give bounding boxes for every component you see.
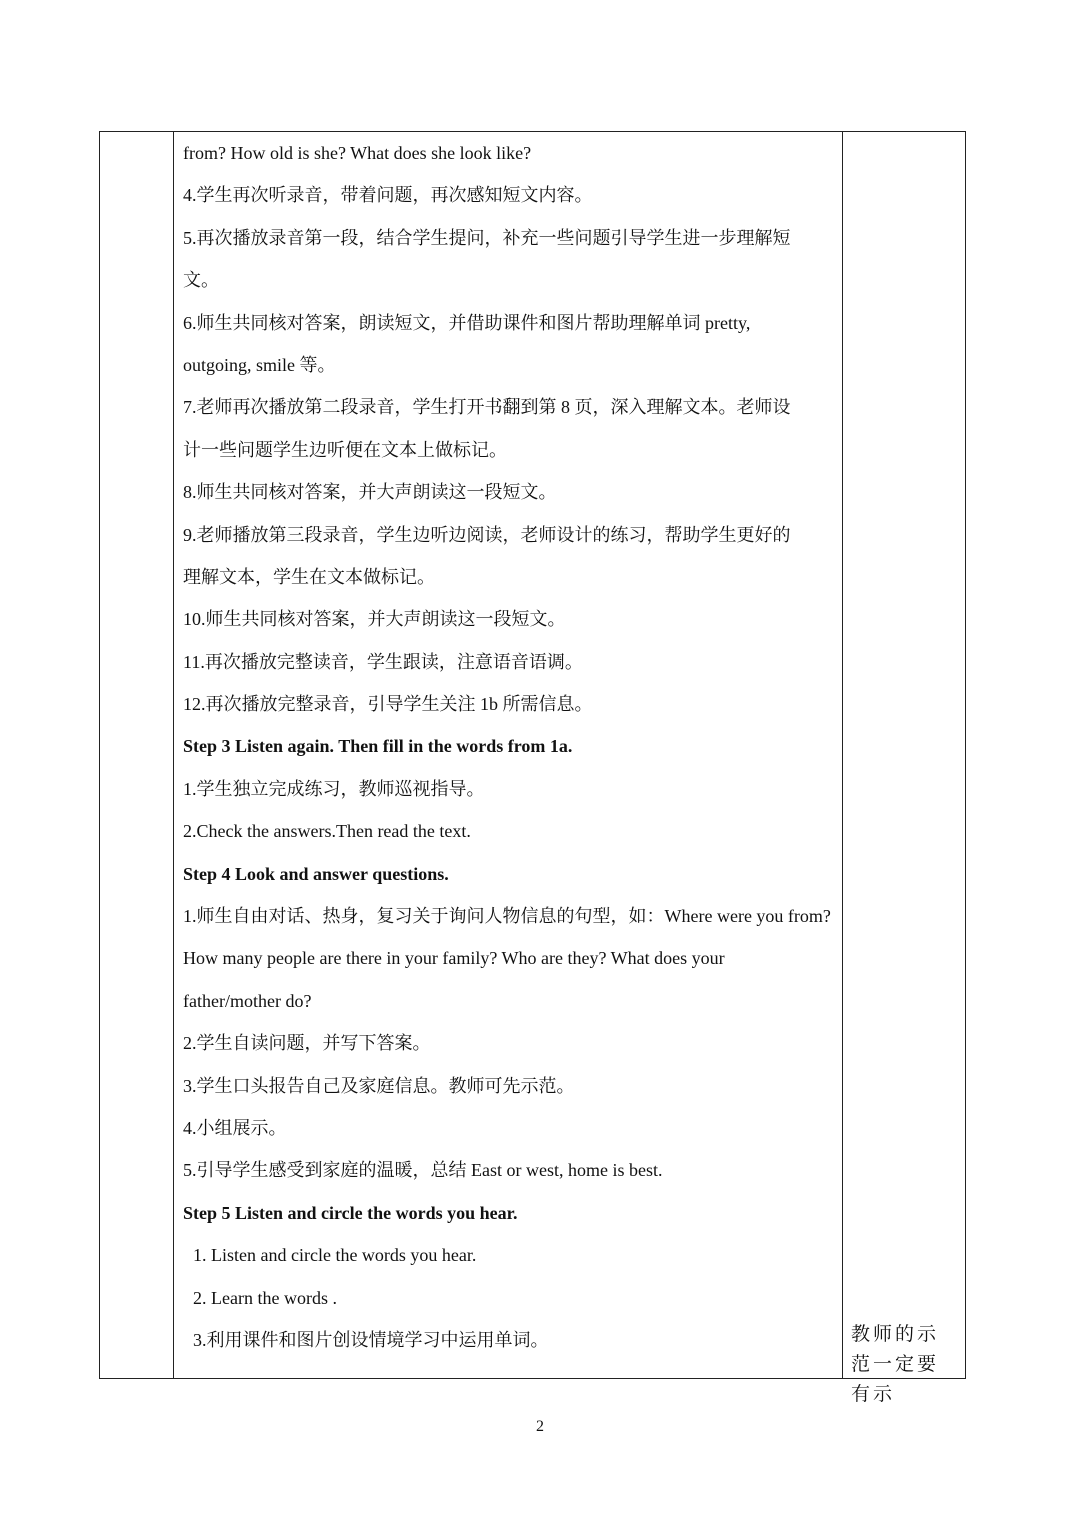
procedure-line: 12.再次播放完整录音，引导学生关注 1b 所需信息。 xyxy=(183,694,593,715)
procedure-line: 2.学生自读问题，并写下答案。 xyxy=(183,1033,431,1054)
procedure-line: 4.小组展示。 xyxy=(183,1117,287,1138)
step-heading: Step 3 Listen again. Then fill in the words from 1a. xyxy=(183,736,573,757)
procedure-line: 9.老师播放第三段录音，学生边听边阅读，老师设计的练习，帮助学生更好的 xyxy=(183,524,791,545)
procedure-line: 4.学生再次听录音，带着问题，再次感知短文内容。 xyxy=(183,185,593,206)
procedure-line: 3.利用课件和图片创设情境学习中运用单词。 xyxy=(193,1329,549,1350)
lesson-plan-table xyxy=(99,131,966,1405)
procedure-line: 1.学生独立完成练习，教师巡视指导。 xyxy=(183,778,485,799)
procedure-line: How many people are there in your family? Who are they? What does your xyxy=(183,948,725,969)
procedure-line: 2.Check the answers.Then read the text. xyxy=(183,821,471,842)
procedure-line: 1. Listen and circle the words you hear. xyxy=(193,1245,477,1266)
procedure-line: 文。 xyxy=(183,270,219,291)
step-heading: Step 4 Look and answer questions. xyxy=(183,863,449,884)
procedure-line: 计一些问题学生边听便在文本上做标记。 xyxy=(183,439,507,460)
procedure-line: 6.师生共同核对答案，朗读短文，并借助课件和图片帮助理解单词 pretty, xyxy=(183,312,751,333)
procedure-line: 8.师生共同核对答案，并大声朗读这一段短文。 xyxy=(183,482,557,503)
procedure-line: 7.老师再次播放第二段录音，学生打开书翻到第 8 页，深入理解文本。老师设 xyxy=(183,397,791,418)
remarks-cell xyxy=(843,132,965,1405)
remark-note: 教师的示范一定要有示 xyxy=(851,1324,940,1405)
procedure-lines xyxy=(183,132,838,1361)
page-number: 2 xyxy=(536,1418,544,1435)
procedure-cell xyxy=(174,132,843,1378)
procedure-line: 3.学生口头报告自己及家庭信息。教师可先示范。 xyxy=(183,1075,575,1096)
procedure-line: 10.师生共同核对答案，并大声朗读这一段短文。 xyxy=(183,609,566,630)
procedure-line: father/mother do? xyxy=(183,990,312,1011)
procedure-line: 理解文本，学生在文本做标记。 xyxy=(183,566,435,587)
procedure-line: 11.再次播放完整读音，学生跟读，注意语音语调。 xyxy=(183,651,583,672)
left-column-cell xyxy=(100,132,174,1378)
step-heading: Step 5 Listen and circle the words you hear. xyxy=(183,1202,518,1223)
procedure-line: 1.师生自由对话、热身，复习关于询问人物信息的句型，如：Where were you from? xyxy=(183,906,831,927)
procedure-line: 5.再次播放录音第一段，结合学生提问，补充一些问题引导学生进一步理解短 xyxy=(183,227,791,248)
procedure-line: 5.引导学生感受到家庭的温暖，总结 East or west, home is best. xyxy=(183,1160,663,1181)
procedure-line: outgoing, smile 等。 xyxy=(183,354,336,375)
procedure-line: 2. Learn the words . xyxy=(193,1287,337,1308)
procedure-line: from? How old is she? What does she look like? xyxy=(183,143,532,163)
